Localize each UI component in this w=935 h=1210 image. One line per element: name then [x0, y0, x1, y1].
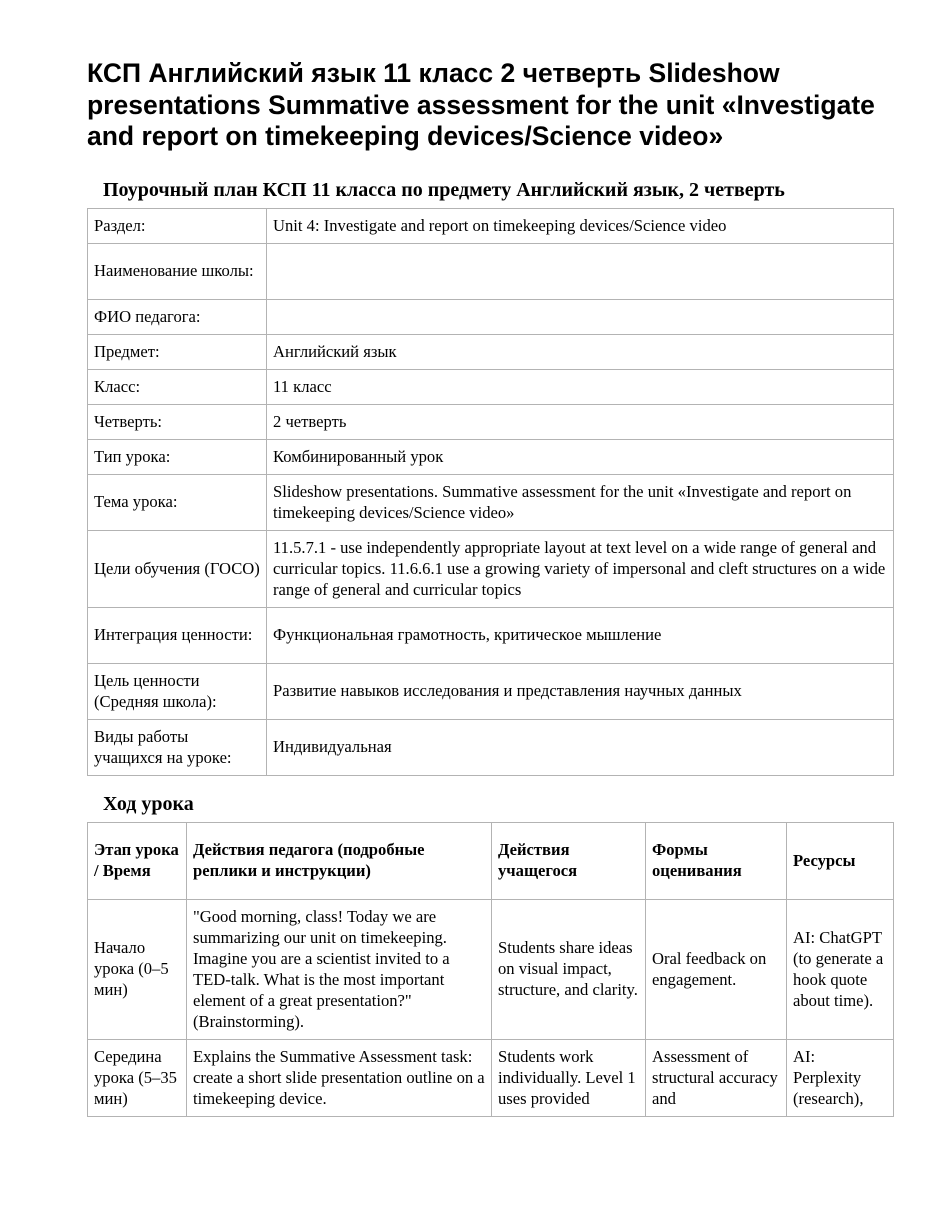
column-header-student-actions: Действия учащегося	[492, 822, 646, 899]
column-header-teacher-actions: Действия педагога (подробные реплики и инструкции)	[187, 822, 492, 899]
plan-value: Развитие навыков исследования и представления научных данных	[267, 663, 894, 719]
plan-label: Тип урока:	[88, 439, 267, 474]
document-title: КСП Английский язык 11 класс 2 четверть Slideshow presentations Summative assessment for the unit «Investigate and report on timekeeping devices/Science video»	[87, 58, 875, 151]
plan-label: Четверть:	[88, 404, 267, 439]
plan-value	[267, 299, 894, 334]
plan-value	[267, 243, 894, 299]
plan-label: Класс:	[88, 369, 267, 404]
lesson-table	[87, 822, 894, 1117]
plan-value: 11.5.7.1 - use independently appropriate layout at text level on a wide range of general and curricular topics. 11.6.6.1 use a growing variety of impersonal and cleft structures on a wide range of general and curricular topics	[267, 530, 894, 607]
plan-row	[88, 369, 894, 404]
plan-value: 2 четверть	[267, 404, 894, 439]
lesson-assessment: Oral feedback on engagement.	[646, 899, 787, 1039]
plan-value: Функциональная грамотность, критическое мышление	[267, 607, 894, 663]
plan-row	[88, 439, 894, 474]
plan-row	[88, 719, 894, 775]
plan-value: Английский язык	[267, 334, 894, 369]
plan-label: Виды работы учащихся на уроке:	[88, 719, 267, 775]
lesson-stage: Середина урока (5–35 мин)	[88, 1039, 187, 1116]
plan-label: ФИО педагога:	[88, 299, 267, 334]
plan-label: Цель ценности (Средняя школа):	[88, 663, 267, 719]
lesson-student-actions: Students work individually. Level 1 uses provided	[492, 1039, 646, 1116]
column-header-assessment: Формы оценивания	[646, 822, 787, 899]
plan-row	[88, 334, 894, 369]
plan-label: Раздел:	[88, 208, 267, 243]
plan-label: Цели обучения (ГОСО)	[88, 530, 267, 607]
plan-row	[88, 530, 894, 607]
plan-value: Комбинированный урок	[267, 439, 894, 474]
lesson-assessment: Assessment of structural accuracy and	[646, 1039, 787, 1116]
plan-value: Slideshow presentations. Summative assessment for the unit «Investigate and report on timekeeping devices/Science video»	[267, 474, 894, 530]
plan-table	[87, 208, 894, 776]
lesson-row	[88, 899, 894, 1039]
plan-row	[88, 243, 894, 299]
lesson-heading: Ход урока	[103, 792, 194, 815]
plan-row	[88, 474, 894, 530]
plan-row	[88, 404, 894, 439]
lesson-teacher-actions: "Good morning, class! Today we are summarizing our unit on timekeeping. Imagine you are a scientist invited to a TED-talk. What is the most important element of a great presentation?" (Brainstorming).	[187, 899, 492, 1039]
lesson-teacher-actions: Explains the Summative Assessment task: create a short slide presentation outline on a timekeeping device.	[187, 1039, 492, 1116]
plan-label: Тема урока:	[88, 474, 267, 530]
plan-value: 11 класс	[267, 369, 894, 404]
plan-label: Наименование школы:	[88, 243, 267, 299]
plan-row	[88, 663, 894, 719]
document-page	[87, 58, 893, 1117]
column-header-resources: Ресурсы	[787, 822, 894, 899]
lesson-resources: AI: ChatGPT (to generate a hook quote about time).	[787, 899, 894, 1039]
lesson-resources: AI: Perplexity (research),	[787, 1039, 894, 1116]
plan-row	[88, 299, 894, 334]
plan-value: Индивидуальная	[267, 719, 894, 775]
lesson-student-actions: Students share ideas on visual impact, structure, and clarity.	[492, 899, 646, 1039]
lesson-row	[88, 1039, 894, 1116]
lesson-stage: Начало урока (0–5 мин)	[88, 899, 187, 1039]
column-header-stage: Этап урока / Время	[88, 822, 187, 899]
plan-value: Unit 4: Investigate and report on timekeeping devices/Science video	[267, 208, 894, 243]
plan-heading: Поурочный план КСП 11 класса по предмету Английский язык, 2 четверть	[103, 178, 785, 201]
plan-row	[88, 607, 894, 663]
plan-label: Предмет:	[88, 334, 267, 369]
plan-label: Интеграция ценности:	[88, 607, 267, 663]
lesson-header-row	[88, 822, 894, 899]
plan-row	[88, 208, 894, 243]
